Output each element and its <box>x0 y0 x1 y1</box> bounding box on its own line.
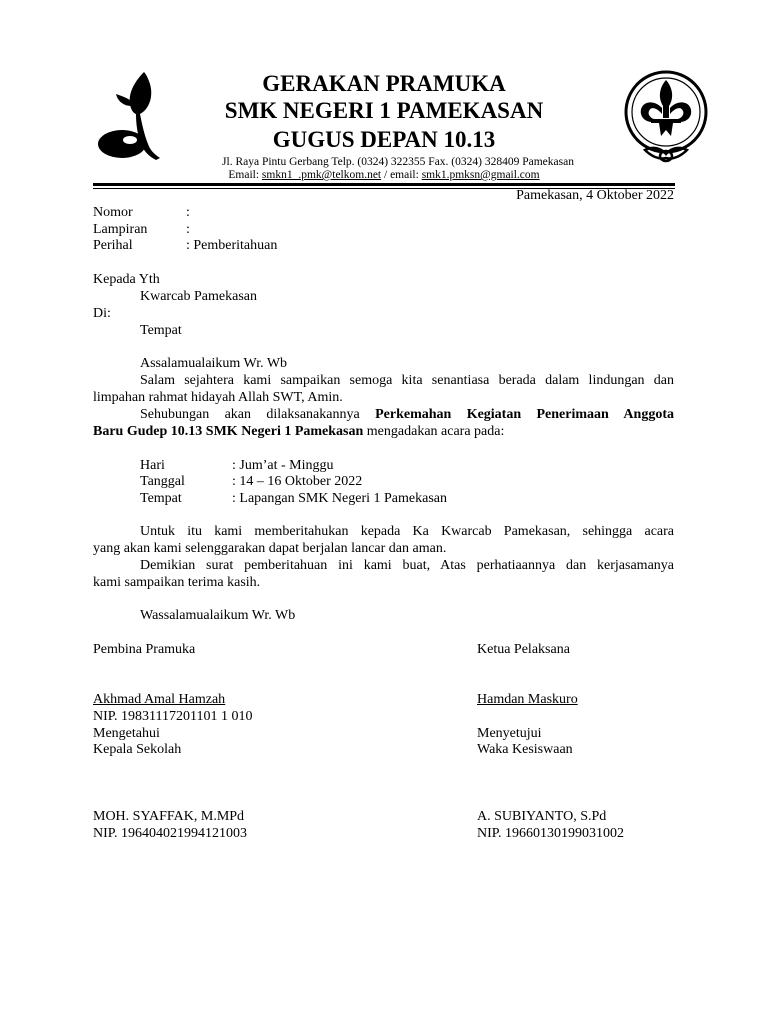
paragraph-2-suffix: mengadakan acara pada: <box>363 424 505 439</box>
closing-greeting: Wassalamualaikum Wr. Wb <box>140 608 296 623</box>
hari-label: Hari <box>140 458 165 473</box>
paragraph-1-line-2: limpahan rahmat hidayah Allah SWT, Amin. <box>93 390 343 405</box>
nomor-label: Nomor <box>93 205 133 220</box>
email-separator: / email: <box>381 169 422 181</box>
left-signer-name: Akhmad Amal Hamzah <box>93 692 226 707</box>
paragraph-2-bold-1: Perkemahan Kegiatan Penerimaan Anggota <box>375 407 674 422</box>
email-line <box>0 168 768 182</box>
left-signer-nip: NIP. 19831117201101 1 010 <box>93 709 253 724</box>
tanggal-value: : 14 – 16 Oktober 2022 <box>232 474 363 489</box>
paragraph-4-line-2: kami sampaikan terima kasih. <box>93 575 261 590</box>
lampiran-value: : <box>186 222 190 237</box>
header-divider-thick <box>93 183 675 186</box>
right-signer-name: Hamdan Maskuro <box>477 692 578 707</box>
left-signer-role: Pembina Pramuka <box>93 642 196 657</box>
paragraph-2-line-2 <box>93 423 504 440</box>
hari-value: : Jum’at - Minggu <box>232 458 334 473</box>
email-link-2[interactable]: smk1.pmksn@gmail.com <box>421 169 540 181</box>
paragraph-4-line-1: Demikian surat pemberitahuan ini kami buat, Atas perhatiaannya dan kerjasamanya <box>140 558 674 573</box>
menyetujui-label: Menyetujui <box>477 726 542 741</box>
di-label: Di: <box>93 306 111 321</box>
vice-principal-nip: NIP. 19660130199031002 <box>477 826 625 841</box>
school-title: SMK NEGERI 1 PAMEKASAN <box>224 98 544 123</box>
letter-date: Pamekasan, 4 Oktober 2022 <box>516 188 674 203</box>
paragraph-3-line-2: yang akan kami selenggarakan dapat berjalan lancar dan aman. <box>93 541 447 556</box>
tempat-event-label: Tempat <box>140 491 182 506</box>
greeting: Assalamualaikum Wr. Wb <box>140 356 288 371</box>
mengetahui-label: Mengetahui <box>93 726 160 741</box>
org-title: GERAKAN PRAMUKA <box>262 71 506 96</box>
paragraph-1-line-1: Salam sejahtera kami sampaikan semoga kita senantiasa berada dalam lindungan dan <box>140 373 674 388</box>
paragraph-2-line-1 <box>140 406 674 423</box>
paragraph-2-bold-2: Baru Gudep 10.13 SMK Negeri 1 Pamekasan <box>93 424 364 439</box>
tanggal-label: Tanggal <box>140 474 185 489</box>
principal-nip: NIP. 196404021994121003 <box>93 826 248 841</box>
kepala-sekolah-label: Kepala Sekolah <box>93 742 182 757</box>
address-line: Jl. Raya Pintu Gerbang Telp. (0324) 322355 Fax. (0324) 328409 Pamekasan <box>222 156 574 168</box>
nomor-value: : <box>186 205 190 220</box>
email-link-1[interactable]: smkn1_.pmk@telkom.net <box>261 169 382 181</box>
principal-name: MOH. SYAFFAK, M.MPd <box>93 809 245 824</box>
vice-principal-name: A. SUBIYANTO, S.Pd <box>477 809 607 824</box>
right-signer-role: Ketua Pelaksana <box>477 642 570 657</box>
paragraph-3-line-1: Untuk itu kami memberitahukan kepada Ka Kwarcab Pamekasan, sehingga acara <box>140 524 674 539</box>
lampiran-label: Lampiran <box>93 222 148 237</box>
perihal-label: Perihal <box>93 238 133 253</box>
gudep-title: GUGUS DEPAN 10.13 <box>272 127 496 152</box>
email-prefix: Email: <box>228 169 262 181</box>
paragraph-2-prefix: Sehubungan akan dilaksanakannya <box>140 407 376 422</box>
tempat-event-value: : Lapangan SMK Negeri 1 Pamekasan <box>232 491 447 506</box>
waka-kesiswaan-label: Waka Kesiswaan <box>477 742 573 757</box>
recipient-name: Kwarcab Pamekasan <box>140 289 258 304</box>
tempat-label: Tempat <box>140 323 182 338</box>
perihal-value: : Pemberitahuan <box>186 238 278 253</box>
kepada-label: Kepada Yth <box>93 272 160 287</box>
